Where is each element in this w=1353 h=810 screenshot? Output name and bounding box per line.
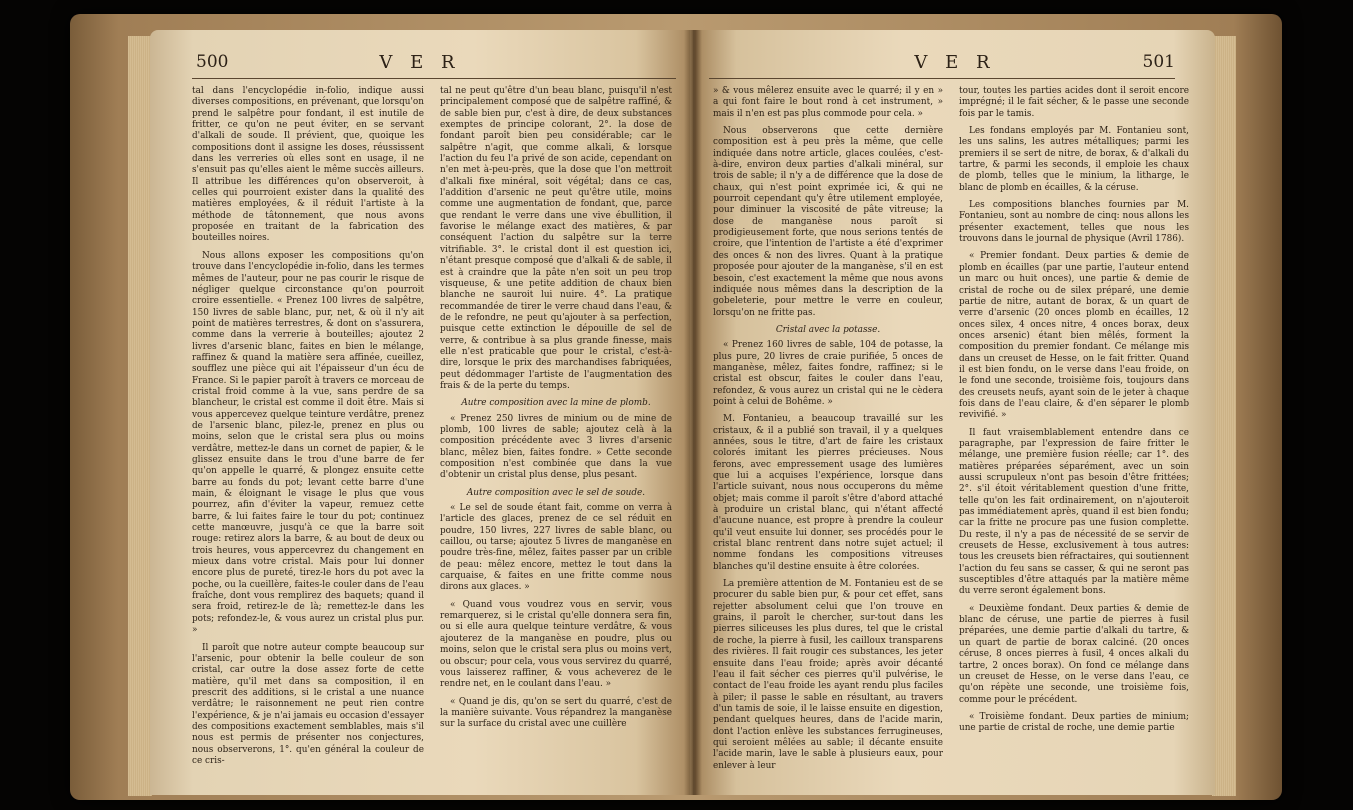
paragraph: Les compositions blanches fournies par M. Fontanieu, sont au nombre de cinq: nous allons les présenter exactement, telles que nous les trouvons dans le journal de physique (Avril 1786). bbox=[959, 200, 1189, 245]
left-column-1 bbox=[192, 86, 424, 773]
right-column-2 bbox=[959, 86, 1189, 778]
paragraph: Les fondans employés par M. Fontanieu sont, les uns salins, les autres métalliques; parmi les premiers il se sert de nitre, de borax, & d'alkali du tartre, & parmi les seconds, il emploie les chaux de plomb, telles que le minium, la litharge, le blanc de plomb en écailles, & la céruse. bbox=[959, 126, 1189, 193]
paragraph: « Premier fondant. Deux parties & demie de plomb en écailles (par une partie, l'auteur entend un marc ou huit onces), une partie & demie de cristal de roche ou de silex préparé, une demie partie de nitre, autant de borax, & un quart de verre d'arsenic (20 onces plomb en écailles, 12 onces silex, 4 onces nitre, 4 onces borax, deux onces arsenic) étant bien mêlés, forment la composition du premier fondant. Ce mélange mis dans un creuset de Hesse, on le fait fritter. Quand il est bien fondu, on le verse dans l'eau froide, on le fond une seconde, troisième fois, toujours dans des creusets neufs, ayant soin de le jeter à chaque fois dans de l'eau claire, & d'en séparer le plomb revivifié. » bbox=[959, 251, 1189, 421]
book-gutter bbox=[684, 30, 702, 795]
paragraph: « Prenez 250 livres de minium ou de mine de plomb, 100 livres de sable; ajoutez celà à la composition précédente avec 3 livres d'arsenic blanc, mêlez bien, faites fondre. » Cette seconde composition n'est combinée que dans la vue d'obtenir un cristal plus dense, plus pesant. bbox=[440, 413, 672, 481]
left-page-stack bbox=[128, 36, 152, 796]
paragraph: « Quand je dis, qu'on se sert du quarré, c'est de la manière suivante. Vous répandrez la manganèse sur la surface du cristal avec une cuillère bbox=[440, 696, 672, 730]
paragraph: M. Fontanieu, a beaucoup travaillé sur les cristaux, & il a publié son travail, il y a quelques années, sous le titre, d'art de faire les cristaux colorés imitant les pierres précieuses. Nous ferons, avec empressement usage des lumières que lui a acquises l'expérience, lorsque dans l'article suivant, nous nous occuperons du même objet; mais comme il paroît s'être d'abord attaché à produire un cristal blanc, qui n'étant affecté d'aucune nuance, est propre à prendre la couleur qu'il veut ensuite lui donner, ses procédés pour le cristal blanc rentrent dans notre sujet actuel; il nomme fondans les compositions vitreuses blanches qu'il destine ensuite à être colorées. bbox=[713, 414, 943, 572]
right-head-title: V E R bbox=[914, 52, 996, 73]
paragraph: Il paroît que notre auteur compte beaucoup sur l'arsenic, pour obtenir la belle couleur de son cristal, car outre la dose assez forte de cette matière, qu'il met dans sa composition, il en prescrit des additions, si le cristal a une nuance verdâtre; le raisonnement ne peut rien contre l'expérience, & je n'ai jamais eu occasion d'essayer des compositions exactement semblables, mais s'il nous est permis de présenter nos conjectures, nous observerons, 1°. qu'en général la couleur de ce cris- bbox=[192, 642, 424, 766]
paragraph: tal dans l'encyclopédie in-folio, indique aussi diverses compositions, en prévenant, que lorsqu'on prend le salpêtre pour fondant, il est inutile de fritter, ce qu'on ne peut éviter, en se servant d'alkali de soude. Il prévient, que, quoique les compositions dont il assigne les doses, réussissent dans les verreries où elles sont en usage, il ne s'ensuit pas qu'elles aient le même succès ailleurs. Il attribue les différences qu'on observeroit, à celles qui pourroient exister dans la qualité des matières employées, & il réduit l'artiste à la méthode de tâtonnement, que nous avons proposée en traitant de la fabrication des bouteilles noires. bbox=[192, 86, 424, 244]
paragraph: « Quand vous voudrez vous en servir, vous remarquerez, si le cristal qu'elle donnera sera fin, ou si elle aura quelque teinture verdâtre, & vous ajouterez de la manganèse en poudre, plus ou moins, selon que le cristal sera plus ou moins vert, ou obscur; pour cela, vous vous servirez du quarré, vous laisserez raffiner, & vous acheverez de le rendre net, en le coulant dans l'eau. » bbox=[440, 599, 672, 690]
paragraph: Nous observerons que cette dernière composition est à peu près la même, que celle indiquée dans notre article, glaces coulées, c'est-à-dire, environ deux parties d'alkali minéral, sur trois de sable; il n'y a de différence que la dose de chaux, qui n'est point exprimée ici, & qui ne pourroit cependant qu'y être utilement employée, pour diminuer la viscosité de pâte vitreuse; la dose de manganèse nous paroît si prodigieusement forte, que nous serions tentés de croire, que l'intention de l'artiste a été d'exprimer des onces & non des livres. Quant à la pratique proposée pour ajouter de la manganèse, s'il en est besoin, c'est exactement la même que nous avons indiquée nous mêmes dans la description de la gobeleterie, pour mettre le verre en couleur, lorsqu'on ne fritte pas. bbox=[713, 126, 943, 318]
paragraph: « Le sel de soude étant fait, comme on verra à l'article des glaces, prenez de ce sel réduit en poudre, 150 livres, 227 livres de sable blanc, ou caillou, ou tarse; ajoutez 5 livres de manganèse en poudre très-fine, mêlez, faites passer par un crible de peau: mêlez encore, mettez le tout dans la carquaise, & faites en une fritte comme nous dirons aux glaces. » bbox=[440, 503, 672, 593]
section-heading: Cristal avec la potasse. bbox=[775, 324, 881, 335]
paragraph: Il faut vraisemblablement entendre dans ce paragraphe, par l'expression de faire fritter le mélange, une première fusion réelle; car 1°. des matières préparées séparément, avec un soin aussi scrupuleux n'ont pas besoin d'être frittées; 2°. s'il étoit véritablement question d'une fritte, telle qu'on les fait ordinairement, on n'ajouteroit pas immédiatement après, quand il est bien fondu; car la fritte ne procure pas une fusion complette. Du reste, il n'y a pas de nécessité de se servir de creusets de Hesse, exclusivement à tous autres: tous les creusets bien réfractaires, qui soutiennent l'action du feu sans se casser, & qui ne seront pas susceptibles d'être attaqués par la matière même du verre seront également bons. bbox=[959, 427, 1189, 597]
paragraph: « Deuxième fondant. Deux parties & demie de blanc de céruse, une partie de pierres à fusil préparées, une demie partie d'alkali du tartre, & un quart de partie de borax calciné. (20 onces céruse, 8 onces pierres à fusil, 4 onces alkali du tartre, 2 onces borax). On fond ce mélange dans un creuset de Hesse, on le verse dans l'eau, ce qu'on répète une seconde, une troisième fois, comme pour le précédent. bbox=[959, 603, 1189, 705]
right-page bbox=[695, 30, 1215, 795]
paragraph: La première attention de M. Fontanieu est de se procurer du sable bien pur, & pour cet effet, sans rejetter absolument celui que l'on trouve en grains, il paroît le chercher, sur-tout dans les pierres siliceuses les plus dures, tel que le cristal de roche, la pierre à fusil, les cailloux transparens des rivières. Il fait rougir ces substances, les jeter ensuite dans l'eau froide; après avoir décanté l'eau il fait sécher ces pierres qu'il pulvérise, le contact de l'eau froide les ayant rendu plus faciles à piler; il passe le sable en résultant, au travers d'un tamis de soie, il le laisse ensuite en digestion, pendant quelques heures, dans de l'acide marin, dont l'action enlève les substances ferrugineuses, qui seroient mêlées au sable; il décante ensuite l'acide marin, lave le sable à plusieurs eaux, pour enlever à leur bbox=[713, 579, 943, 771]
section-heading: Autre composition avec la mine de plomb. bbox=[461, 398, 651, 409]
left-running-head bbox=[150, 52, 690, 76]
right-column-1 bbox=[713, 86, 943, 778]
left-head-title: V E R bbox=[379, 52, 461, 73]
left-column-2 bbox=[440, 86, 672, 773]
right-head-rule bbox=[709, 78, 1175, 79]
left-page bbox=[150, 30, 690, 795]
paragraph: tour, toutes les parties acides dont il seroit encore imprégné; il le fait sécher, & le passe une seconde fois par le tamis. bbox=[959, 86, 1189, 119]
paragraph: » & vous mêlerez ensuite avec le quarré; il y en » a qui font faire le bout rond à cet instrument, » mais il n'en est pas plus commode pour cela. » bbox=[713, 86, 943, 119]
right-page-number: 501 bbox=[1142, 52, 1175, 72]
left-page-number: 500 bbox=[196, 52, 229, 72]
right-running-head bbox=[695, 52, 1215, 76]
left-head-rule bbox=[192, 78, 676, 79]
paragraph: Nous allons exposer les compositions qu'on trouve dans l'encyclopédie in-folio, dans les termes mêmes de l'auteur, pour ne pas courir le risque de négliger quelque circonstance qu'on pourroit croire essentielle. « Prenez 100 livres de salpêtre, 150 livres de sable blanc, pur, net, & où il n'y ait point de matières terrestres, & dont on s'assurera, comme dans la verrerie à bouteilles; ajoutez 2 livres d'arsenic blanc, faites en bien le mélange, raffinez & quand la matière sera affinée, cueillez, soufflez une pièce qui ait l'épaisseur d'un écu de France. Si le papier paroît à travers ce morceau de cristal froid comme à la vue, sans perdre de sa blancheur, le cristal est comme il doit être. Mais si vous appercevez quelque teinture verdâtre, prenez de l'arsenic blanc, pilez-le, prenez en plus ou moins, selon que le cristal sera plus ou moins verdâtre, mettez-le dans un cornet de papier, & le glissez ensuite dans le trou d'une barre de fer qu'on appelle le quarré, & plongez ensuite cette barre au fonds du pot; levant cette barre d'une main, & éloignant le visage le plus que vous pourrez, afin d'éviter la vapeur, remuez cette barre, & lui faites faire le tour du pot; continuez cette manœuvre, jusqu'à ce que la barre soit rouge: retirez alors la barre, & au bout de deux ou trois heures, vous appercevrez du changement en mieux dans votre cristal. Mais pour lui donner encore plus de pureté, tirez-le hors du pot avec la poche, ou la cueillère, faites-le couler dans de l'eau fraîche, dont vous remplirez des baquets; quand il sera froid, retirez-le de là; remettez-le dans les pots; refondez-le, & vous aurez un cristal plus pur. » bbox=[192, 250, 424, 636]
section-heading: Autre composition avec le sel de soude. bbox=[466, 487, 646, 498]
paragraph: tal ne peut qu'être d'un beau blanc, puisqu'il n'est principalement composé que de salpêtre raffiné, & de sable bien pur, c'est à dire, de deux substances exemptes de principe colorant, 2°. la dose de fondant paroît bien peu considérable; car le salpêtre n'agit, que comme alkali, & lorsque l'action du feu l'a privé de son acide, cependant on n'en met à-peu-près, que la dose que l'on mettroit d'alkali fixe minéral, soit végétal; dans ce cas, l'addition d'arsenic ne peut qu'être utile, moins comme une augmentation de fondant, que, parce que rendant le verre dans une vive ébullition, il favorise le mélange exact des matières, & par conséquent l'action du salpêtre sur la terre vitrifiable. 3°. le cristal dont il est question ici, n'étant presque composé que d'alkali & de sable, il est à craindre que la pâte n'en soit un peu trop visqueuse, & une petite addition de chaux bien blanche ne sauroit lui nuire. 4°. La pratique recommandée de tirer le verre chaud dans l'eau, & de le refondre, ne peut qu'ajouter à sa perfection, puisque cette extinction le dépouille de sel de verre, & contribue à sa plus grande finesse, mais elle n'est praticable que pour le cristal, c'est-à-dire, lorsque le prix des marchandises fabriquées, peut dédommager l'artiste de l'augmentation des frais & de la perte du temps. bbox=[440, 86, 672, 391]
paragraph: « Troisième fondant. Deux parties de minium; une partie de cristal de roche, une demie partie bbox=[959, 711, 1189, 734]
paragraph: « Prenez 160 livres de sable, 104 de potasse, la plus pure, 20 livres de craie purifiée, 5 onces de manganèse, mêlez, faites fondre, raffinez; si le cristal est obscur, faites le couler dans l'eau, refondez, & vous aurez un cristal qui ne le cèdera point à celui de Bohême. » bbox=[713, 340, 943, 407]
right-page-stack bbox=[1212, 36, 1236, 796]
